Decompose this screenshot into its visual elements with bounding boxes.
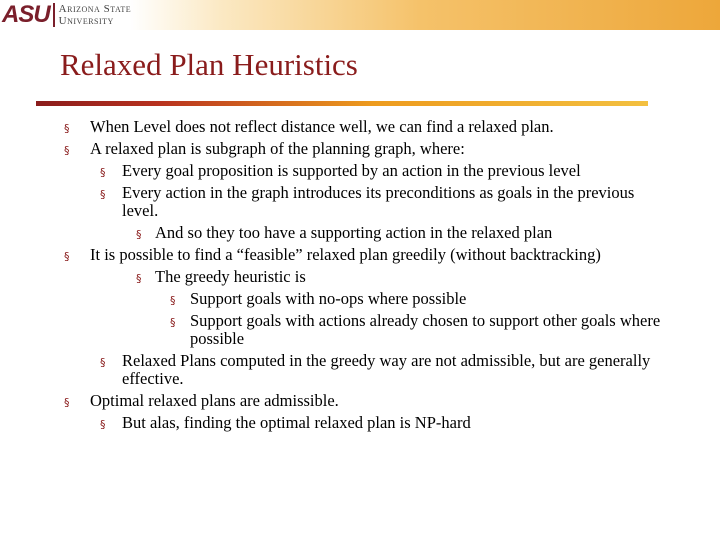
bullet-icon: § — [136, 272, 142, 285]
bullet-item — [0, 162, 720, 180]
bullet-item — [0, 118, 720, 136]
bullet-item — [0, 352, 720, 388]
bullet-text: And so they too have a supporting action in the relaxed plan — [155, 223, 553, 242]
bullet-icon: § — [64, 144, 70, 157]
bullet-text: The greedy heuristic is — [155, 267, 306, 286]
bullet-item — [0, 140, 720, 158]
bullet-text: Every goal proposition is supported by an action in the previous level — [122, 161, 581, 180]
bullet-item — [0, 392, 720, 410]
bullet-text: Support goals with no-ops where possible — [190, 289, 467, 308]
bullet-icon: § — [64, 250, 70, 263]
bullet-text: When Level does not reflect distance well, we can find a relaxed plan. — [90, 117, 554, 136]
bullet-item — [0, 224, 720, 242]
slide-title: Relaxed Plan Heuristics — [60, 47, 358, 82]
title-underline — [36, 101, 648, 106]
bullet-icon: § — [64, 122, 70, 135]
bullet-text: Support goals with actions already chosen to support other goals where possible — [190, 311, 661, 348]
bullet-text: Every action in the graph introduces its preconditions as goals in the previous level. — [122, 183, 635, 220]
bullet-icon: § — [100, 166, 106, 179]
bullet-text: Relaxed Plans computed in the greedy way are not admissible, but are generally effective. — [122, 351, 651, 388]
logo-line-1: Arizona State — [58, 3, 132, 15]
bullet-item — [0, 246, 720, 264]
bullet-icon: § — [100, 356, 106, 369]
asu-logo — [2, 1, 131, 29]
bullet-item — [0, 312, 720, 348]
logo-divider — [53, 3, 55, 27]
bullet-text: But alas, finding the optimal relaxed plan is NP-hard — [122, 413, 471, 432]
bullet-item — [0, 268, 720, 286]
logo-line-2: University — [58, 15, 114, 27]
asu-logo-mark: ASU — [2, 1, 50, 28]
bullet-text: It is possible to find a “feasible” relaxed plan greedily (without backtracking) — [90, 245, 601, 264]
bullet-icon: § — [170, 294, 176, 307]
bullet-item — [0, 184, 720, 220]
bullet-icon: § — [170, 316, 176, 329]
bullet-icon: § — [100, 188, 106, 201]
bullet-icon: § — [100, 418, 106, 431]
bullet-item — [0, 414, 720, 432]
logo-university-name — [59, 3, 131, 27]
bullet-text: A relaxed plan is subgraph of the planning graph, where: — [90, 139, 465, 158]
bullet-text: Optimal relaxed plans are admissible. — [90, 391, 339, 410]
bullet-icon: § — [136, 228, 142, 241]
bullet-icon: § — [64, 396, 70, 409]
bullet-item — [0, 290, 720, 308]
bullet-list — [0, 118, 720, 436]
